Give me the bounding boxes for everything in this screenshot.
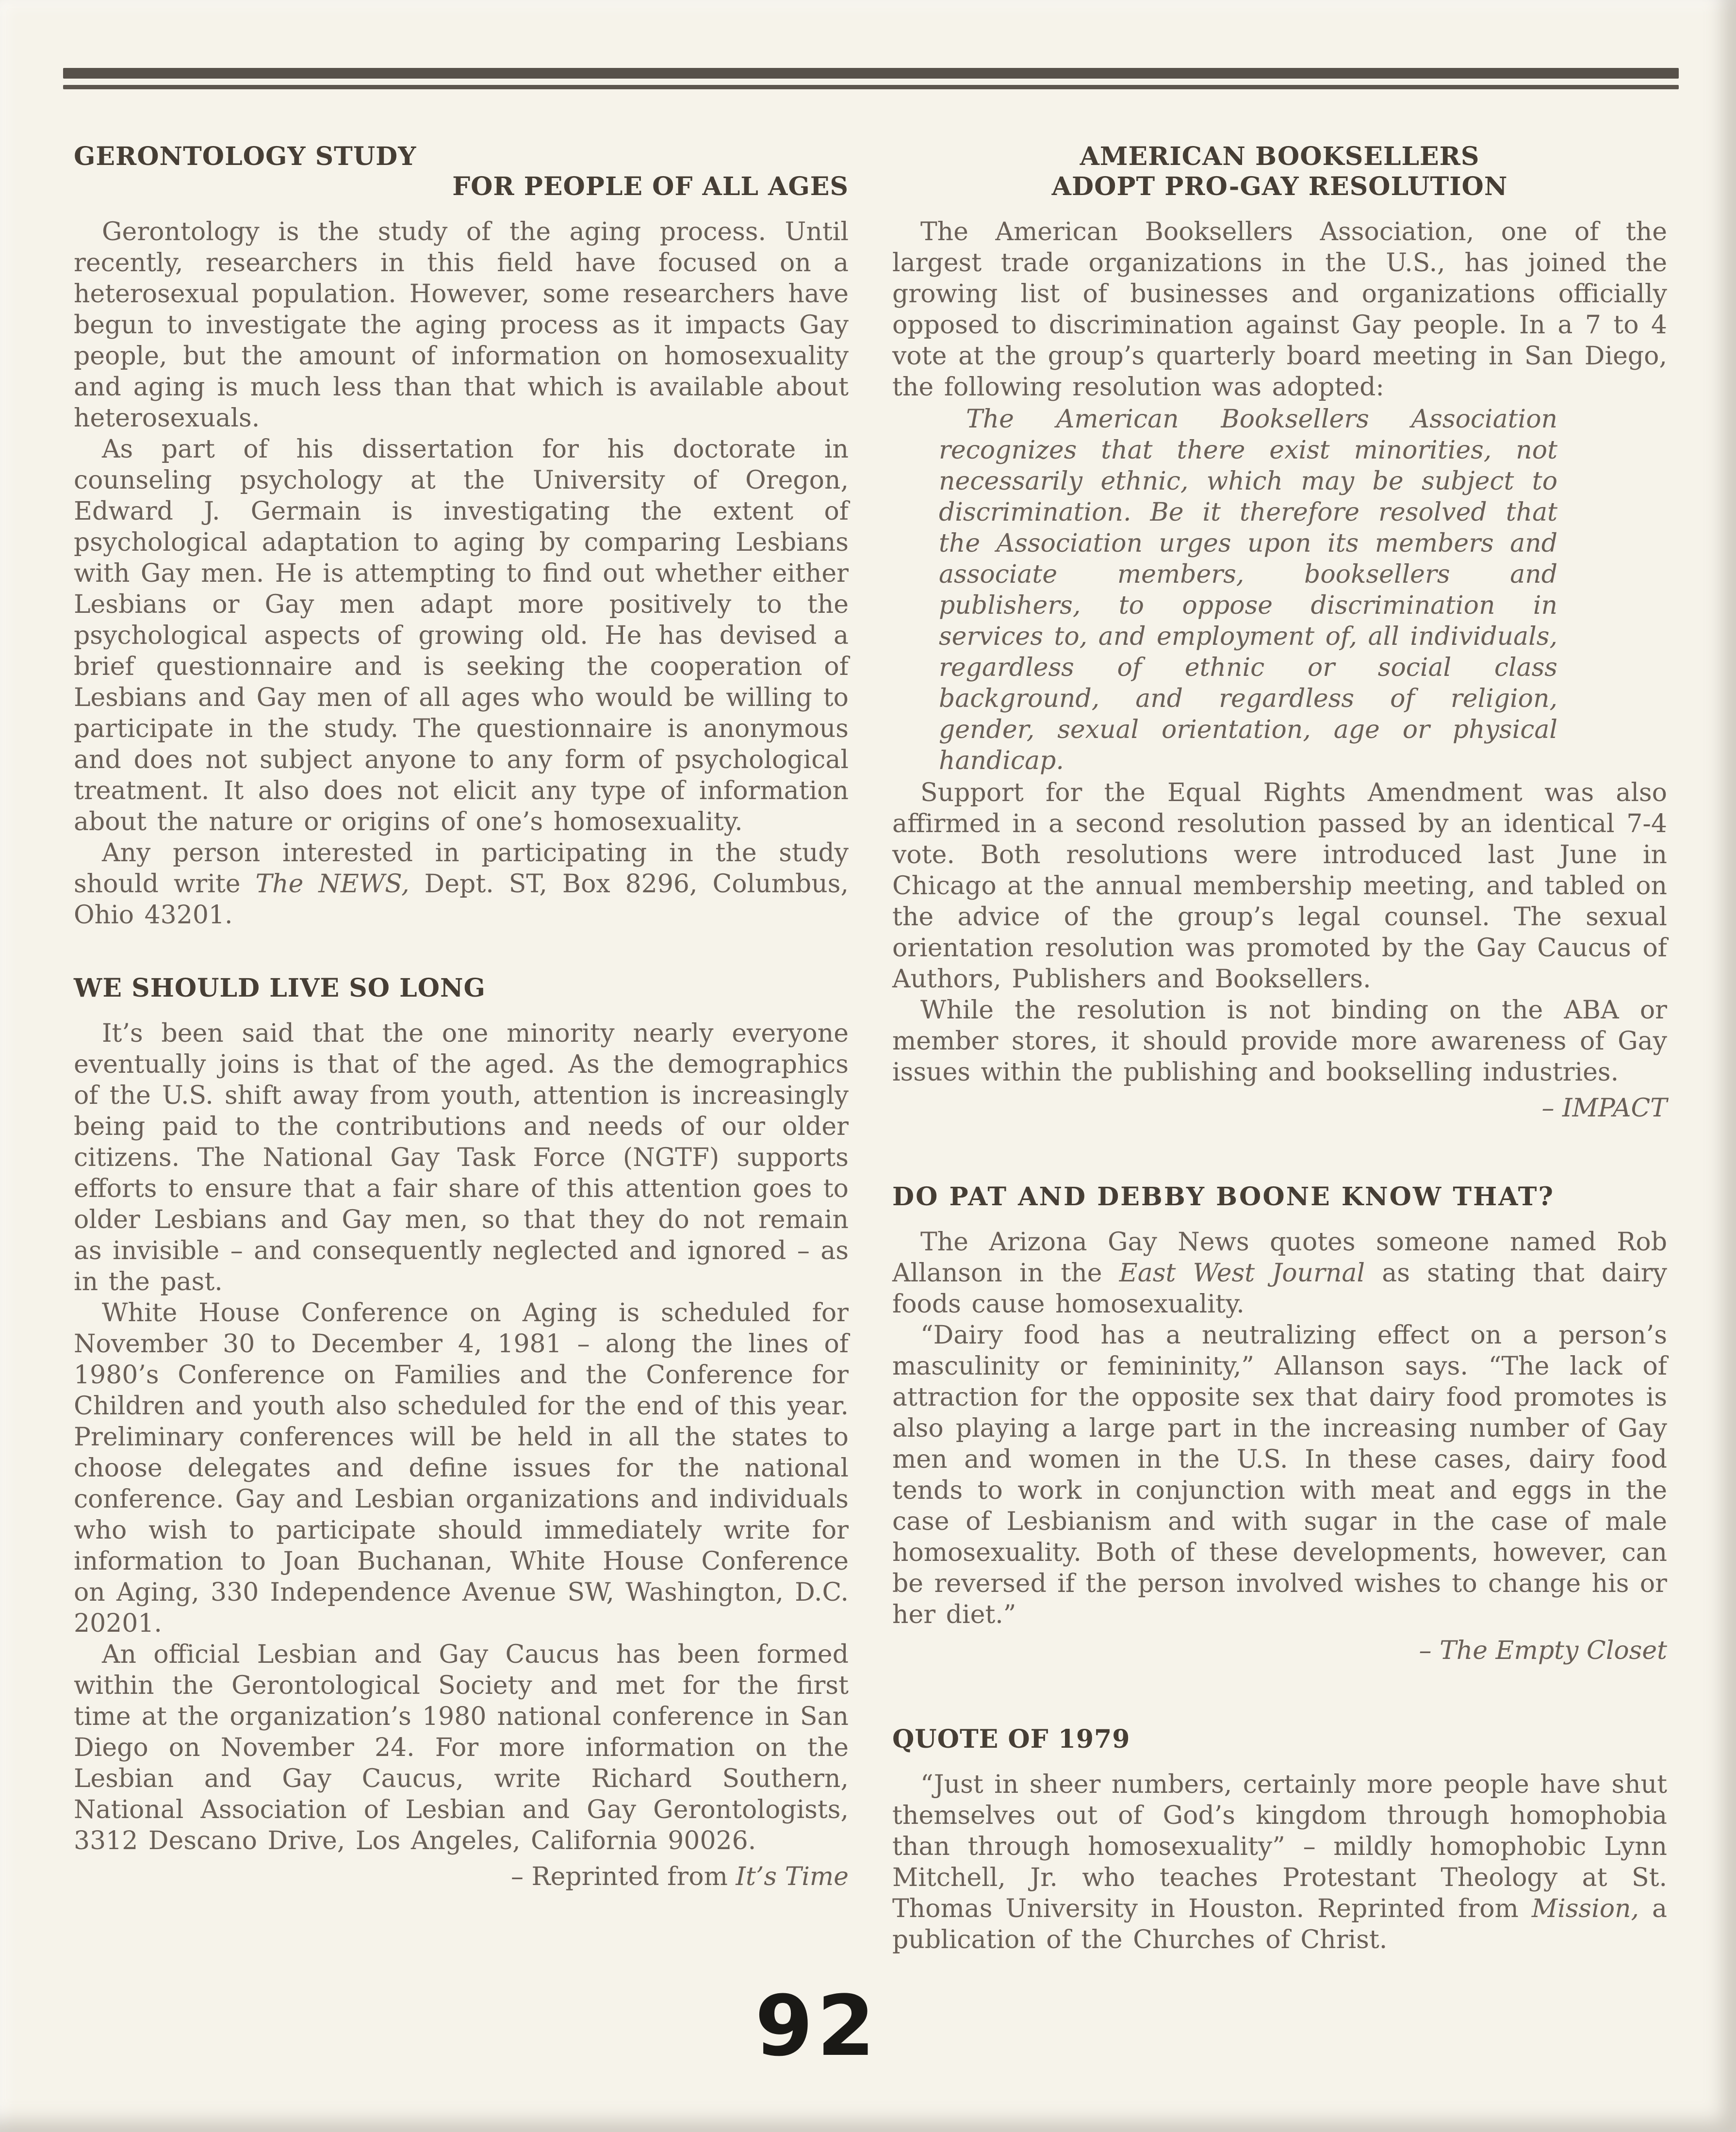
publication-title-its-time: It’s Time bbox=[736, 1862, 849, 1891]
booksellers-paragraph-2: Support for the Equal Rights Amendment was also affirmed in a second resolution passed by an identical 7-4 vote. Both resolutions were introduced last June in Chicago at the annual membership meeting, and tabled on the advice of the group’s legal counsel. The sexual orientation resolution was promoted by the Gay Caucus of Authors, Publishers and Booksellers. bbox=[892, 778, 1667, 994]
quote-1979-paragraph bbox=[892, 1769, 1667, 1955]
text-segment: Dept. ST, Box 8296, Columbus, Ohio 43201. bbox=[74, 869, 849, 930]
heading-american-booksellers-line2: ADOPT PRO-GAY RESOLUTION bbox=[1051, 172, 1508, 201]
heading-quote-of-1979: QUOTE OF 1979 bbox=[892, 1724, 1130, 1754]
attribution-empty-closet: – The Empty Closet bbox=[1419, 1636, 1667, 1665]
attribution-impact: – IMPACT bbox=[1541, 1094, 1667, 1123]
publication-title-the-news: The NEWS, bbox=[255, 869, 409, 899]
live-so-long-paragraph-1: It’s been said that the one minority nearly everyone eventually joins is that of the aged. As the demographics of the U.S. shift away from youth, attention is increasingly being paid to the contributions and needs of our older citizens. The National Gay Task Force (NGTF) supports efforts to ensure that a fair share of this attention goes to older Lesbians and Gay men, so that they do not remain as invisible – and consequently neglected and ignored – as in the past. bbox=[74, 1019, 849, 1296]
heading-gerontology-study-line2: FOR PEOPLE OF ALL AGES bbox=[452, 172, 849, 201]
two-column-layout bbox=[74, 142, 1667, 1955]
heading-do-pat-and-debby-boone: DO PAT AND DEBBY BOONE KNOW THAT? bbox=[892, 1182, 1555, 1212]
publication-title-east-west-journal: East West Journal bbox=[1119, 1259, 1365, 1288]
live-so-long-paragraph-3: An official Lesbian and Gay Caucus has been formed within the Gerontological Society and met for the first time at the organization’s 1980 national conference in San Diego on November 24. For more information on the Lesbian and Gay Caucus, write Richard Southern, National Association of Lesbian and Gay Gerontologists, 3312 Descano Drive, Los Angeles, California 90026. bbox=[74, 1640, 849, 1855]
header-rules bbox=[63, 68, 1679, 89]
publication-title-mission: Mission, bbox=[1531, 1894, 1639, 1923]
text-segment: “Just in sheer numbers, certainly more people have shut themselves out of God’s kingdom through homophobia than through homosexuality” – mildly homophobic Lynn Mitchell, Jr. who teaches Protestant Theology at St. Thomas University in Houston. Reprinted from bbox=[892, 1770, 1667, 1923]
text-segment: as stating that dairy foods cause homosexuality. bbox=[892, 1259, 1667, 1319]
heading-we-should-live-so-long: WE SHOULD LIVE SO LONG bbox=[74, 973, 486, 1003]
gerontology-paragraph-3 bbox=[74, 837, 849, 931]
page-number: 92 bbox=[755, 1977, 879, 2075]
text-segment: Any person interested in participating in the study should write bbox=[74, 838, 849, 899]
text-segment: a publication of the Churches of Christ. bbox=[892, 1894, 1667, 1954]
booksellers-paragraph-1: The American Booksellers Association, one of the largest trade organizations in the U.S., has joined the growing list of businesses and organizations officially opposed to discrimination against Gay people. In a 7 to 4 vote at the group’s quarterly board meeting in San Diego, the following resolution was adopted: bbox=[892, 217, 1667, 402]
heading-american-booksellers-line1: AMERICAN BOOKSELLERS bbox=[1080, 142, 1480, 171]
boone-paragraph-1 bbox=[892, 1227, 1667, 1320]
attribution-its-time bbox=[74, 1861, 849, 1892]
top-rule-thin bbox=[63, 85, 1679, 89]
right-column bbox=[892, 142, 1667, 1955]
text-segment: The Arizona Gay News quotes someone named Rob Allanson in the bbox=[892, 1228, 1667, 1288]
booksellers-paragraph-3: While the resolution is not binding on the ABA or member stores, it should provide more awareness of Gay issues within the publishing and bookselling industries. bbox=[892, 996, 1667, 1087]
heading-gerontology-study-line1: GERONTOLOGY STUDY bbox=[74, 142, 417, 171]
boone-paragraph-2: “Dairy food has a neutralizing effect on a person’s masculinity or femininity,” Allanson says. “The lack of attraction for the opposite sex that dairy food promotes is also playing a large part in the increasing number of Gay men and women in the U.S. In these cases, dairy food tends to work in conjunction with meat and eggs in the case of Lesbianism and with sugar in the case of male homosexuality. Both of these developments, however, can be reversed if the person involved wishes to change his or her diet.” bbox=[892, 1321, 1667, 1629]
resolution-blockquote: The American Booksellers Association recognizes that there exist minorities, not necessarily ethnic, which may be subject to discrimination. Be it therefore resolved that the Association urges upon its members and associate members, booksellers and publishers, to oppose discrimination in services to, and employment of, all individuals, regardless of ethnic or social class background, and regardless of religion, gender, sexual orientation, age or physical handicap. bbox=[939, 405, 1557, 775]
live-so-long-paragraph-2: White House Conference on Aging is scheduled for November 30 to December 4, 1981 – along the lines of 1980’s Conference on Families and the Conference for Children and youth also scheduled for the end of this year. Preliminary conferences will be held in all the states to choose delegates and define issues for the national conference. Gay and Lesbian organizations and individuals who wish to participate should immediately write for information to Joan Buchanan, White House Conference on Aging, 330 Independence Avenue SW, Washington, D.C. 20201. bbox=[74, 1298, 849, 1638]
gerontology-paragraph-1: Gerontology is the study of the aging process. Until recently, researchers in this field have focused on a heterosexual population. However, some researchers have begun to investigate the aging process as it impacts Gay people, but the amount of information on homosexuality and aging is much less than that which is available about heterosexuals. bbox=[74, 217, 849, 433]
gerontology-paragraph-2: As part of his dissertation for his doctorate in counseling psychology at the University of Oregon, Edward J. Germain is investigating the extent of psychological adaptation to aging by comparing Lesbians with Gay men. He is attempting to find out whether either Lesbians or Gay men adapt more positively to the psychological aspects of growing old. He has devised a brief questionnaire and is seeking the cooperation of Lesbians and Gay men of all ages who would be willing to participate in the study. The questionnaire is anonymous and does not subject anyone to any form of psychological treatment. It also does not elicit any type of information about the nature or origins of one’s homosexuality. bbox=[74, 435, 849, 836]
section-spacer bbox=[892, 1124, 1667, 1182]
left-column bbox=[74, 142, 849, 1955]
section-spacer bbox=[892, 1666, 1667, 1724]
attribution-prefix: – Reprinted from bbox=[510, 1862, 736, 1891]
top-rule-thick bbox=[63, 68, 1679, 79]
